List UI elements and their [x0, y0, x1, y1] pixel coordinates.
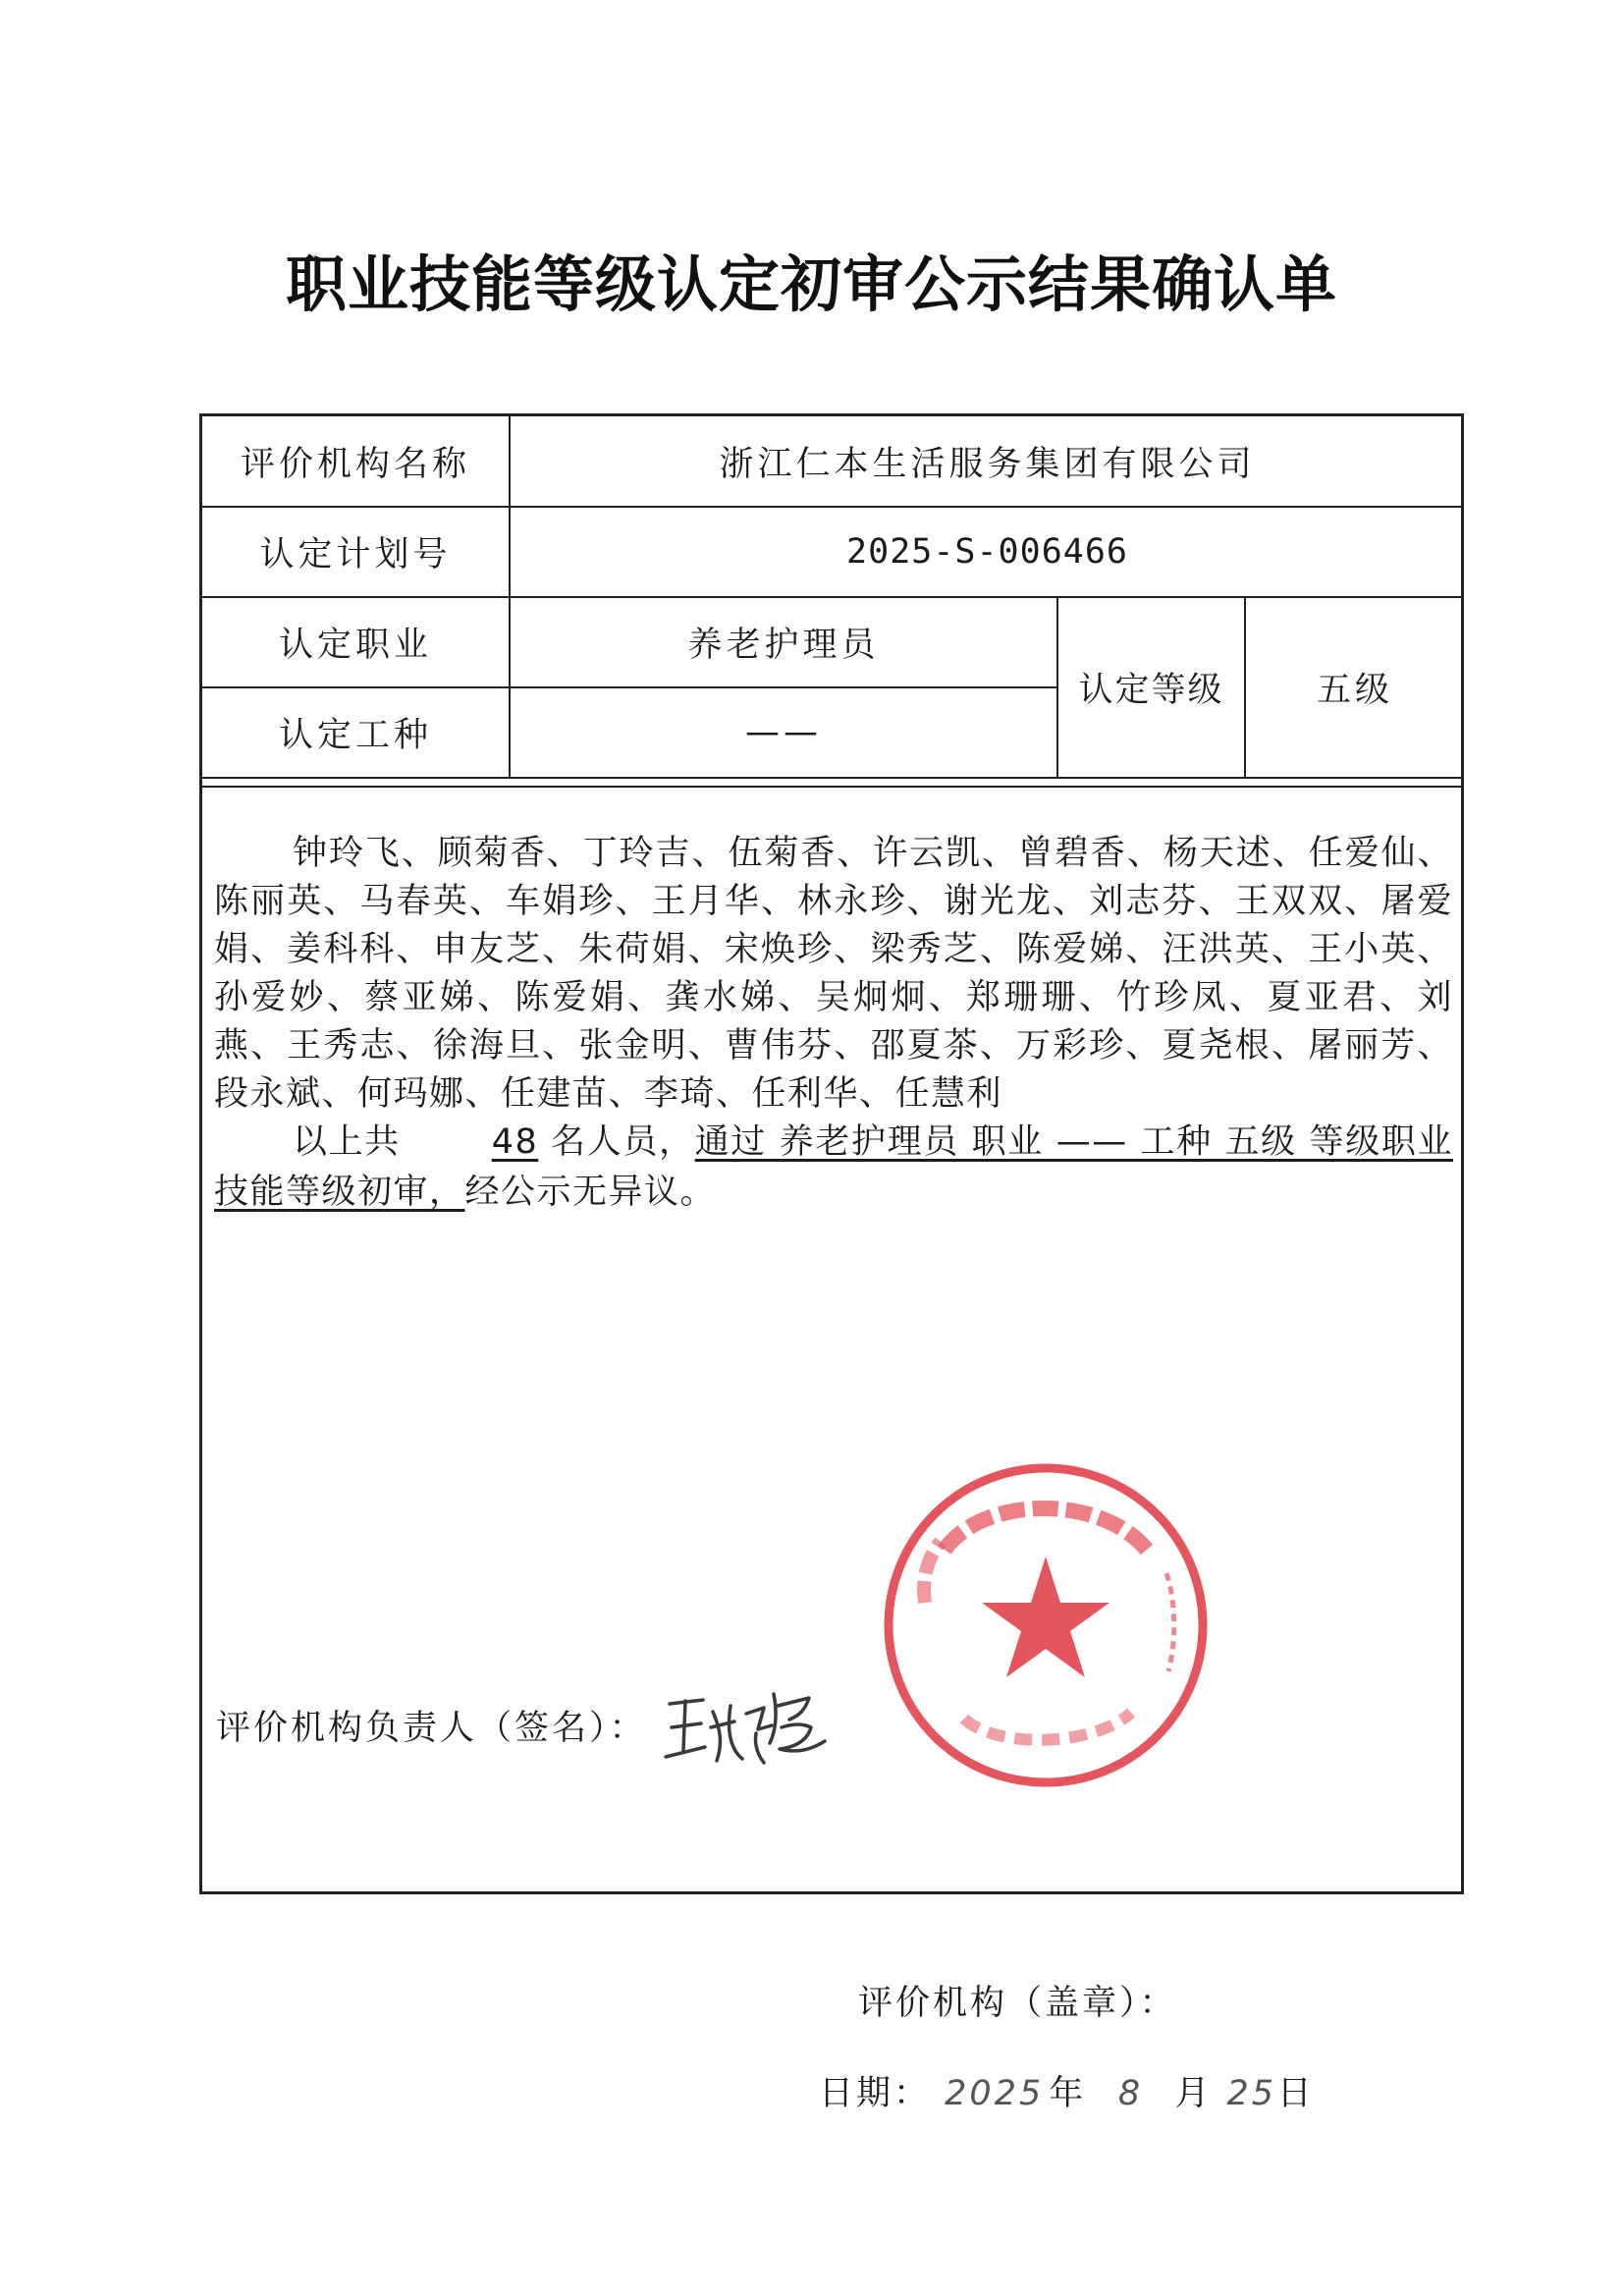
date-day: 25	[1226, 2074, 1277, 2113]
date-label: 日期：	[819, 2074, 932, 2113]
date-row	[819, 2066, 1315, 2115]
level-label: 认定等级	[1057, 597, 1245, 778]
passed-clause: 通过 养老护理员 职业 —— 工种 五级 等级职业技能等级初审，	[214, 1122, 1453, 1212]
summary-suffix: 经公示无异议。	[464, 1173, 717, 1212]
trade-value: ——	[510, 687, 1057, 778]
names-list: 钟玲飞、顾菊香、丁玲吉、伍菊香、许云凯、曾碧香、杨天述、任爱仙、陈丽英、马春英、车娟珍、王月华、林永珍、谢光龙、刘志芬、王双双、屠爱娟、姜科科、申友芝、朱荷娟、宋焕珍、梁秀芝、陈爱娣、汪洪英、王小英、孙爱妙、蔡亚娣、陈爱娟、龚水娣、吴炯炯、郑珊珊、竹珍凤、夏亚君、刘燕、王秀志、徐海旦、张金明、曹伟芬、邵夏茶、万彩珍、夏尧根、屠丽芳、段永斌、何玛娜、任建苗、李琦、任利华、任慧利	[214, 834, 1453, 1114]
date-year: 2025	[945, 2074, 1045, 2113]
content-area	[202, 786, 1461, 2113]
head-signature-label: 评价机构负责人（签名）：	[216, 1709, 647, 1748]
document-title: 职业技能等级认定初审公示结果确认单	[285, 248, 1337, 320]
job-value: 养老护理员	[510, 597, 1057, 687]
confirmation-form	[199, 413, 1464, 2113]
summary-prefix: 以上共	[293, 1122, 401, 1162]
handwritten-signature	[662, 1684, 829, 1773]
date-month: 8	[1117, 2074, 1144, 2113]
level-value: 五级	[1245, 597, 1464, 778]
org-label: 评价机构名称	[202, 416, 510, 507]
date-year-char: 年	[1049, 2074, 1087, 2113]
passed-count: 48	[491, 1122, 539, 1162]
date-month-char: 月	[1174, 2074, 1213, 2113]
plan-label: 认定计划号	[202, 507, 510, 597]
plan-value: 2025-S-006466	[510, 507, 1464, 597]
date-day-char: 日	[1276, 2074, 1315, 2113]
org-seal-label: 评价机构（盖章）：	[858, 1984, 1177, 2023]
summary-paragraph	[214, 1118, 1453, 1218]
seal-star-icon	[982, 1557, 1109, 1677]
job-label: 认定职业	[202, 597, 510, 687]
trade-label: 认定工种	[202, 687, 510, 778]
org-value: 浙江仁本生活服务集团有限公司	[510, 416, 1464, 507]
info-table	[202, 416, 1464, 779]
official-seal-stamp	[876, 1455, 1216, 1795]
summary-persons: 名人员，	[551, 1122, 695, 1162]
